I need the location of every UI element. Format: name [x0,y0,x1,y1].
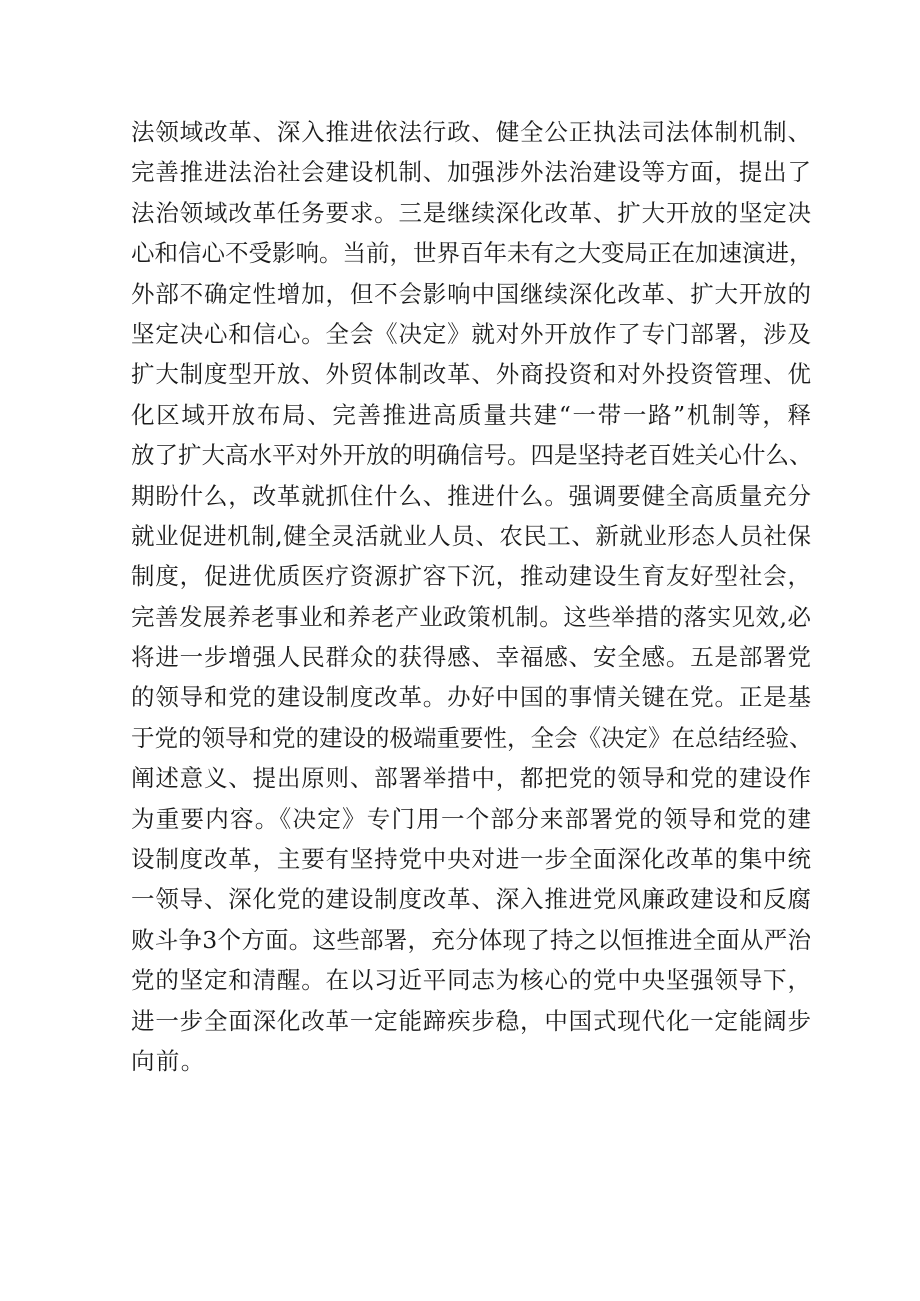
text-line-6: 坚定决心和信心。全会《决定》就对外开放作了专门部署，涉及 [131,319,811,348]
text-line-15: 的领导和党的建设制度改革。办好中国的事情关键在党。正是基 [131,683,811,712]
text-line-21: 败斗争3个方面。这些部署，充分体现了持之以恒推进全面从严治 [131,925,811,954]
text-line-14: 将进一步增强人民群众的获得感、幸福感、安全感。五是部署党 [131,643,811,672]
text-line-9: 放了扩大高水平对外开放的明确信号。四是坚持老百姓关心什么、 [131,441,813,470]
text-line-12: 制度，促进优质医疗资源扩容下沉，推动建设生育友好型社会， [131,562,811,591]
text-line-2: 完善推进法治社会建设机制、加强涉外法治建设等方面，提出了 [131,158,811,187]
text-line-11: 就业促进机制,健全灵活就业人员、农民工、新就业形态人员社保 [131,521,811,550]
document-body-text [131,112,811,1081]
text-line-1: 法领域改革、深入推进依法行政、健全公正执法司法体制机制、 [131,118,811,146]
text-line-17: 阐述意义、提出原则、部署举措中，都把党的领导和党的建设作 [131,764,811,793]
text-line-8: 化区域开放布局、完善推进高质量共建“一带一路”机制等，释 [131,400,811,429]
text-line-5: 外部不确定性增加，但不会影响中国继续深化改革、扩大开放的 [131,279,811,308]
text-line-20: 一领导、深化党的建设制度改革、深入推进党风廉政建设和反腐 [131,885,811,914]
text-line-16: 于党的领导和党的建设的极端重要性，全会《决定》在总结经验、 [131,723,813,752]
text-line-19: 设制度改革，主要有坚持党中央对进一步全面深化改革的集中统 [131,845,811,874]
text-line-22: 党的坚定和清醒。在以习近平同志为核心的党中央坚强领导下， [131,966,811,995]
text-line-10: 期盼什么，改革就抓住什么、推进什么。强调要健全高质量充分 [131,481,811,510]
text-line-23: 进一步全面深化改革一定能蹄疾步稳，中国式现代化一定能阔步 [131,1006,811,1035]
text-line-3: 法治领域改革任务要求。三是继续深化改革、扩大开放的坚定决 [131,198,811,227]
text-line-7: 扩大制度型开放、外贸体制改革、外商投资和对外投资管理、优 [131,360,811,389]
text-line-13: 完善发展养老事业和养老产业政策机制。这些举措的落实见效,必 [131,602,811,631]
text-line-24: 向前。 [131,1046,206,1075]
text-line-18: 为重要内容。《决定》专门用一个部分来部署党的领导和党的建 [131,804,811,833]
text-line-4: 心和信心不受影响。当前，世界百年未有之大变局正在加速演进， [131,239,813,268]
